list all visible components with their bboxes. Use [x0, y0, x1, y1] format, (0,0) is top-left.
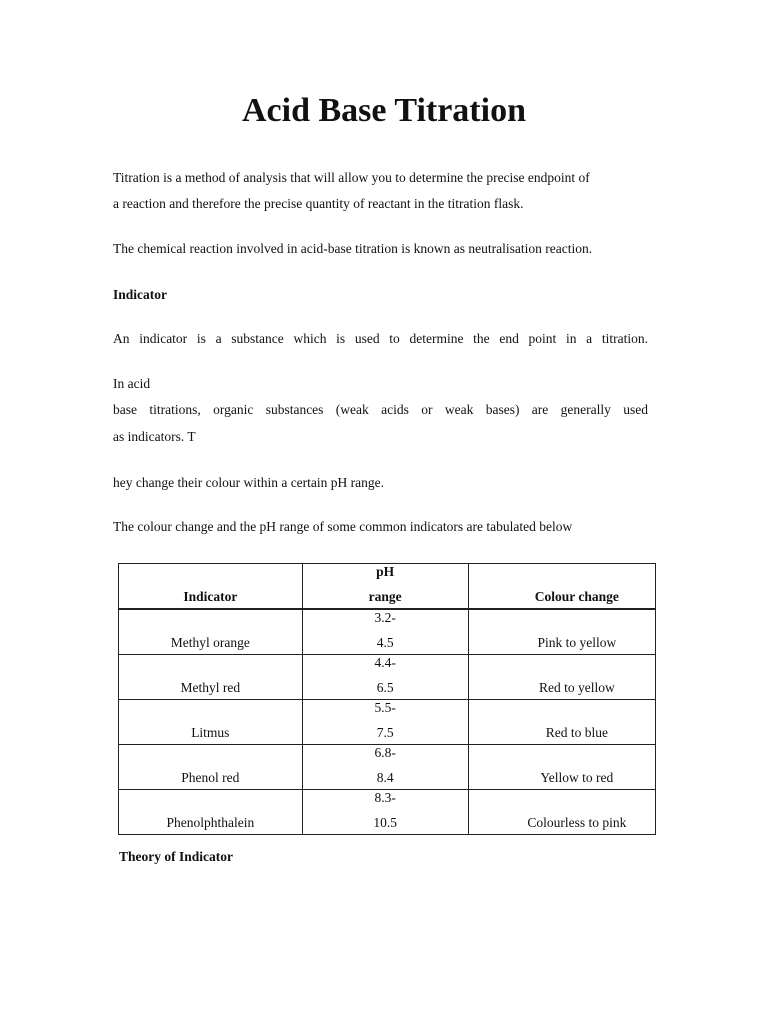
cell-colour-change: Colourless to pink [468, 790, 655, 835]
cell-ph-range: 8.3- 10.5 [302, 790, 468, 835]
table-row [119, 655, 656, 700]
cell-colour-change: Yellow to red [468, 745, 655, 790]
cell-indicator: Methyl red [119, 655, 303, 700]
cell-ph-range: 5.5- 7.5 [302, 700, 468, 745]
table-intro: The colour change and the pH range of some common indicators are tabulated below [113, 519, 573, 534]
cell-colour-change: Red to blue [468, 700, 655, 745]
cell-indicator: Litmus [119, 700, 303, 745]
cell-ph-range: 6.8- 8.4 [302, 745, 468, 790]
cell-colour-change: Red to yellow [468, 655, 655, 700]
cell-indicator: Methyl orange [119, 609, 303, 655]
intro-line-2: a reaction and therefore the precise quantity of reactant in the titration flask. [113, 196, 524, 211]
header-colour-change: Colour change [468, 564, 655, 610]
neutralisation-paragraph: The chemical reaction involved in acid-base titration is known as neutralisation reaction. [113, 241, 593, 256]
page-title: Acid Base Titration [242, 92, 526, 129]
colour-range-line: hey change their colour within a certain pH range. [113, 475, 385, 490]
table-row [119, 745, 656, 790]
header-indicator: Indicator [119, 564, 303, 610]
table-header-row [119, 564, 656, 610]
acid-line-2: base titrations, organic substances (weak acids or weak bases) are generally used [113, 402, 648, 417]
theory-heading: Theory of Indicator [119, 849, 233, 864]
acid-line-3: as indicators. T [113, 429, 196, 444]
intro-line-1: Titration is a method of analysis that will allow you to determine the precise endpoint of [113, 170, 590, 185]
cell-ph-range: 3.2- 4.5 [302, 609, 468, 655]
cell-ph-range: 4.4- 6.5 [302, 655, 468, 700]
indicator-table [118, 563, 656, 835]
indicator-definition: An indicator is a substance which is used to determine the end point in a titration. [113, 331, 648, 346]
cell-indicator: Phenol red [119, 745, 303, 790]
acid-line-1: In acid [113, 376, 151, 391]
cell-indicator: Phenolphthalein [119, 790, 303, 835]
header-ph-range: pH range [302, 564, 468, 610]
table-row [119, 609, 656, 655]
indicator-heading: Indicator [113, 287, 167, 302]
table-row [119, 700, 656, 745]
table-row [119, 790, 656, 835]
cell-colour-change: Pink to yellow [468, 609, 655, 655]
